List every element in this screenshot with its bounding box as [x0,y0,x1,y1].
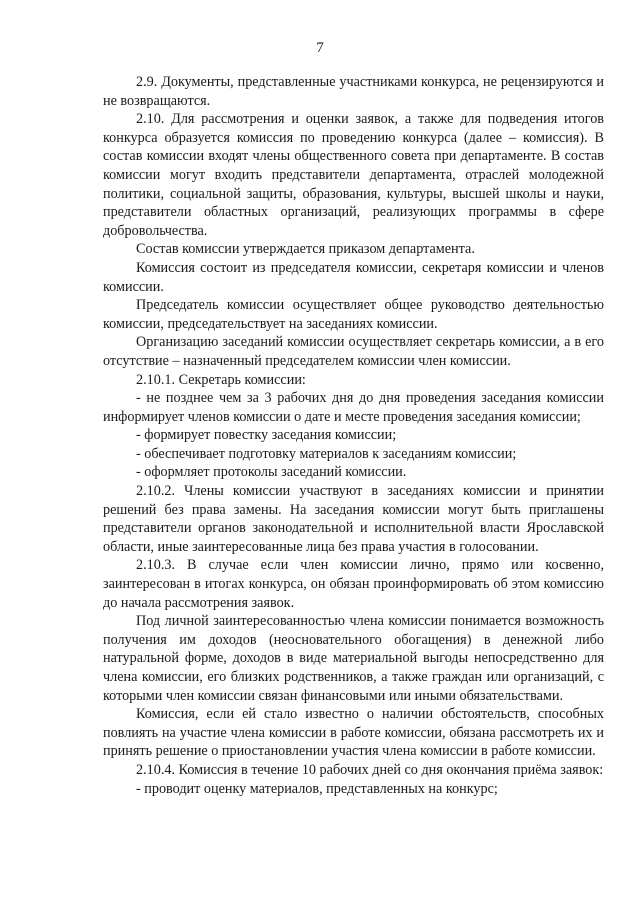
document-body [103,73,604,798]
list-item-inform-members: - не позднее чем за 3 рабочих дня до дня проведения заседания комиссии информирует членов комиссии о дате и месте проведения заседания комиссии; [103,390,604,425]
list-item-materials: - обеспечивает подготовку материалов к заседаниям комиссии; [136,445,517,462]
paragraph-2-10: 2.10. Для рассмотрения и оценки заявок, а также для подведения итогов конкурса образуется комиссия по проведению конкурса (далее – комиссия). В состав комиссии входят члены общественного совета при департаменте. В состав комиссии могут входить представители департамента, отраслей молодежной политики, социальной защиты, образования, культуры, высшей школы и науки, представители областных организаций, реализующих программы в сфере добровольчества. [103,111,604,239]
paragraph-meeting-organization: Организацию заседаний комиссии осуществляет секретарь комиссии, а в его отсутствие – назначенный председателем комиссии член комиссии. [103,334,604,369]
list-item-agenda: - формирует повестку заседания комиссии; [136,427,397,444]
paragraph-2-10-2: 2.10.2. Члены комиссии участвуют в заседаниях комиссии и принятии решений без права замены. На заседания комиссии могут быть приглашены представители органов законодательной и исполнительной власти Ярославской области, иные заинтересованные лица без права участия в голосовании. [103,483,604,555]
paragraph-chairman-duties: Председатель комиссии осуществляет общее руководство деятельностью комиссии, председательствует на заседаниях комиссии. [103,297,604,332]
paragraph-2-9: 2.9. Документы, представленные участниками конкурса, не рецензируются и не возвращаются. [103,74,604,109]
paragraph-2-10-4: 2.10.4. Комиссия в течение 10 рабочих дней со дня окончания приёма заявок: [136,761,604,778]
list-item-protocols: - оформляет протоколы заседаний комиссии. [136,464,407,481]
page-number: 7 [316,40,324,56]
list-item-evaluate-materials: - проводит оценку материалов, представленных на конкурс; [136,780,498,797]
paragraph-2-10-1: 2.10.1. Секретарь комиссии: [136,371,306,388]
paragraph-suspension: Комиссия, если ей стало известно о наличии обстоятельств, способных повлиять на участие члена комиссии в работе комиссии, обязана рассмотреть их и принять решение о приостановлении участия члена комиссии в работе комиссии. [103,706,604,760]
paragraph-commission-members: Комиссия состоит из председателя комиссии, секретаря комиссии и членов комиссии. [103,259,604,295]
paragraph-commission-composition: Состав комиссии утверждается приказом департамента. [136,241,475,258]
paragraph-personal-interest: Под личной заинтересованностью члена комиссии понимается возможность получения им доходов (неосновательного обогащения) в денежной либо натуральной форме, доходов в виде материальной выгоды непосредственно для члена комиссии, его близких родственников, а также граждан или организаций, с которыми член комиссии связан финансовыми или иными обязательствами. [103,613,604,704]
paragraph-2-10-3: 2.10.3. В случае если член комиссии лично, прямо или косвенно, заинтересован в итогах конкурса, он обязан проинформировать об этом комиссию до начала рассмотрения заявок. [103,557,604,611]
